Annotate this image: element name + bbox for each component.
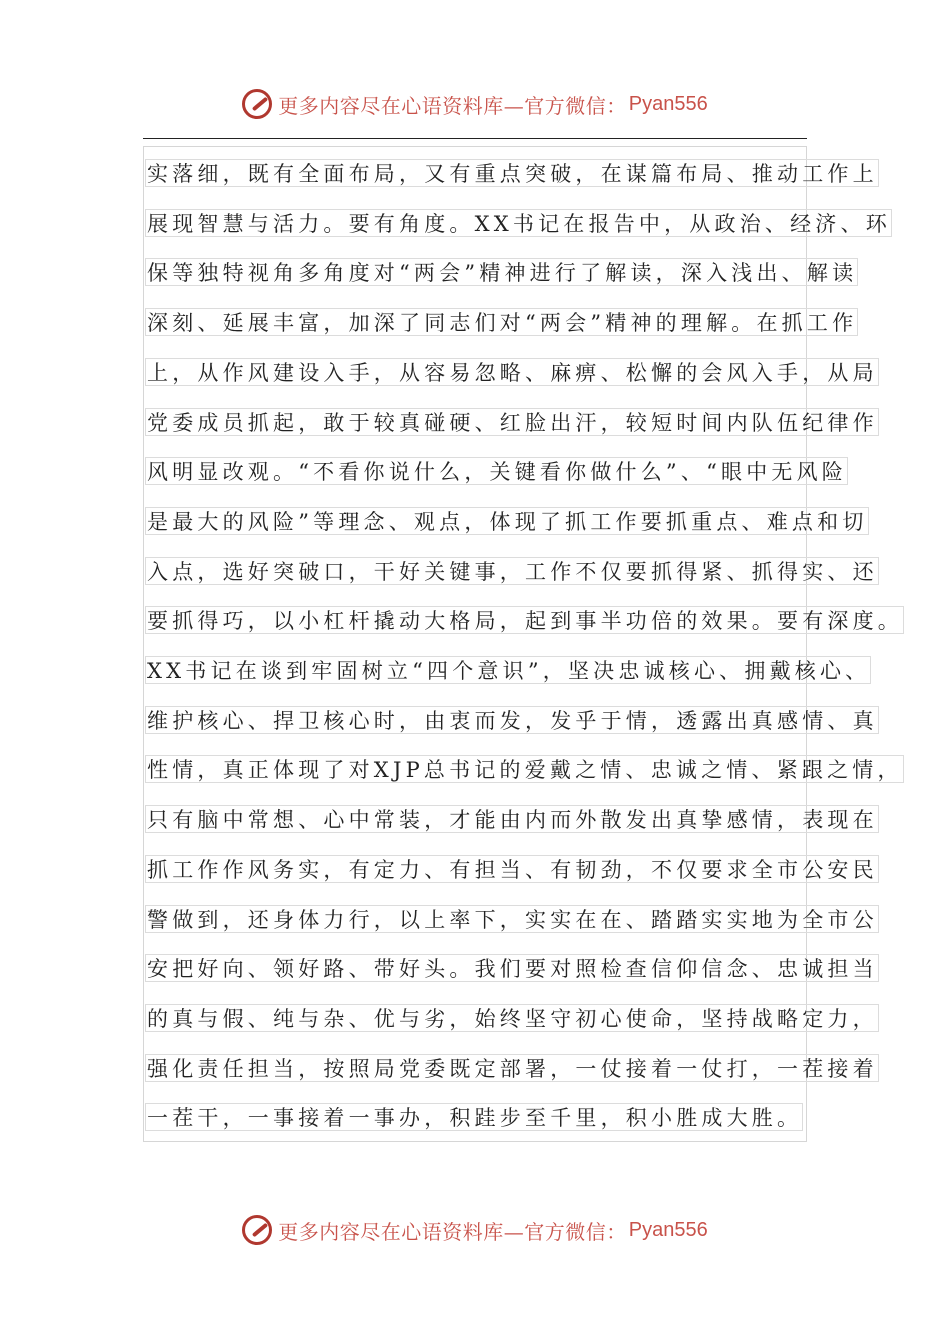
text-line: 党委成员抓起，敢于较真碰硬、红脸出汗，较短时间内队伍纪律作: [145, 408, 879, 436]
text-line: 风明显改观。“不看你说什么，关键看你做什么”、“眼中无风险: [145, 457, 848, 485]
text-line: 一茬干，一事接着一事办，积跬步至千里，积小胜成大胜。: [145, 1103, 803, 1131]
header-banner-id: Pyan556: [628, 92, 708, 115]
text-line: 只有脑中常想、心中常装，才能由内而外散发出真挚感情，表现在: [145, 805, 879, 833]
text-line: 抓工作作风务实，有定力、有担当、有韧劲，不仅要求全市公安民: [145, 855, 879, 883]
text-line: 性情，真正体现了对XJP总书记的爱戴之情、忠诚之情、紧跟之情，: [145, 755, 904, 783]
pen-logo-icon: [242, 1215, 272, 1245]
text-line: 上，从作风建设入手，从容易忽略、麻痹、松懈的会风入手，从局: [145, 358, 879, 386]
text-frame: [143, 146, 807, 1142]
text-line: 安把好向、领好路、带好头。我们要对照检查信仰信念、忠诚担当: [145, 954, 879, 982]
text-line: XX书记在谈到牢固树立“四个意识”，坚决忠诚核心、拥戴核心、: [145, 656, 871, 684]
text-line: 强化责任担当，按照局党委既定部署，一仗接着一仗打，一茬接着: [145, 1054, 879, 1082]
text-line: 保等独特视角多角度对“两会”精神进行了解读，深入浅出、解读: [145, 258, 858, 286]
footer-banner-text: 更多内容尽在心语资料库—官方微信：: [278, 1219, 627, 1244]
text-line: 要抓得巧，以小杠杆撬动大格局，起到事半功倍的效果。要有深度。: [145, 606, 904, 634]
header-banner: [0, 86, 950, 122]
text-line: 深刻、延展丰富，加深了同志们对“两会”精神的理解。在抓工作: [145, 308, 858, 336]
text-line: 维护核心、捍卫核心时，由衷而发，发乎于情，透露出真感情、真: [145, 706, 879, 734]
footer-banner-id: Pyan556: [628, 1218, 708, 1241]
text-line: 展现智慧与活力。要有角度。XX书记在报告中，从政治、经济、环: [145, 209, 892, 237]
header-banner-text: 更多内容尽在心语资料库—官方微信：: [278, 93, 627, 118]
text-line: 的真与假、纯与杂、优与劣，始终坚守初心使命，坚持战略定力，: [145, 1004, 879, 1032]
text-line: 是最大的风险”等理念、观点，体现了抓工作要抓重点、难点和切: [145, 507, 869, 535]
text-line: 实落细，既有全面布局，又有重点突破，在谋篇布局、推动工作上: [145, 159, 879, 187]
footer-banner: [0, 1212, 950, 1248]
text-line: 入点，选好突破口，干好关键事，工作不仅要抓得紧、抓得实、还: [145, 557, 879, 585]
text-line: 警做到，还身体力行，以上率下，实实在在、踏踏实实地为全市公: [145, 905, 879, 933]
header-rule: [143, 138, 807, 139]
pen-logo-icon: [242, 89, 272, 119]
